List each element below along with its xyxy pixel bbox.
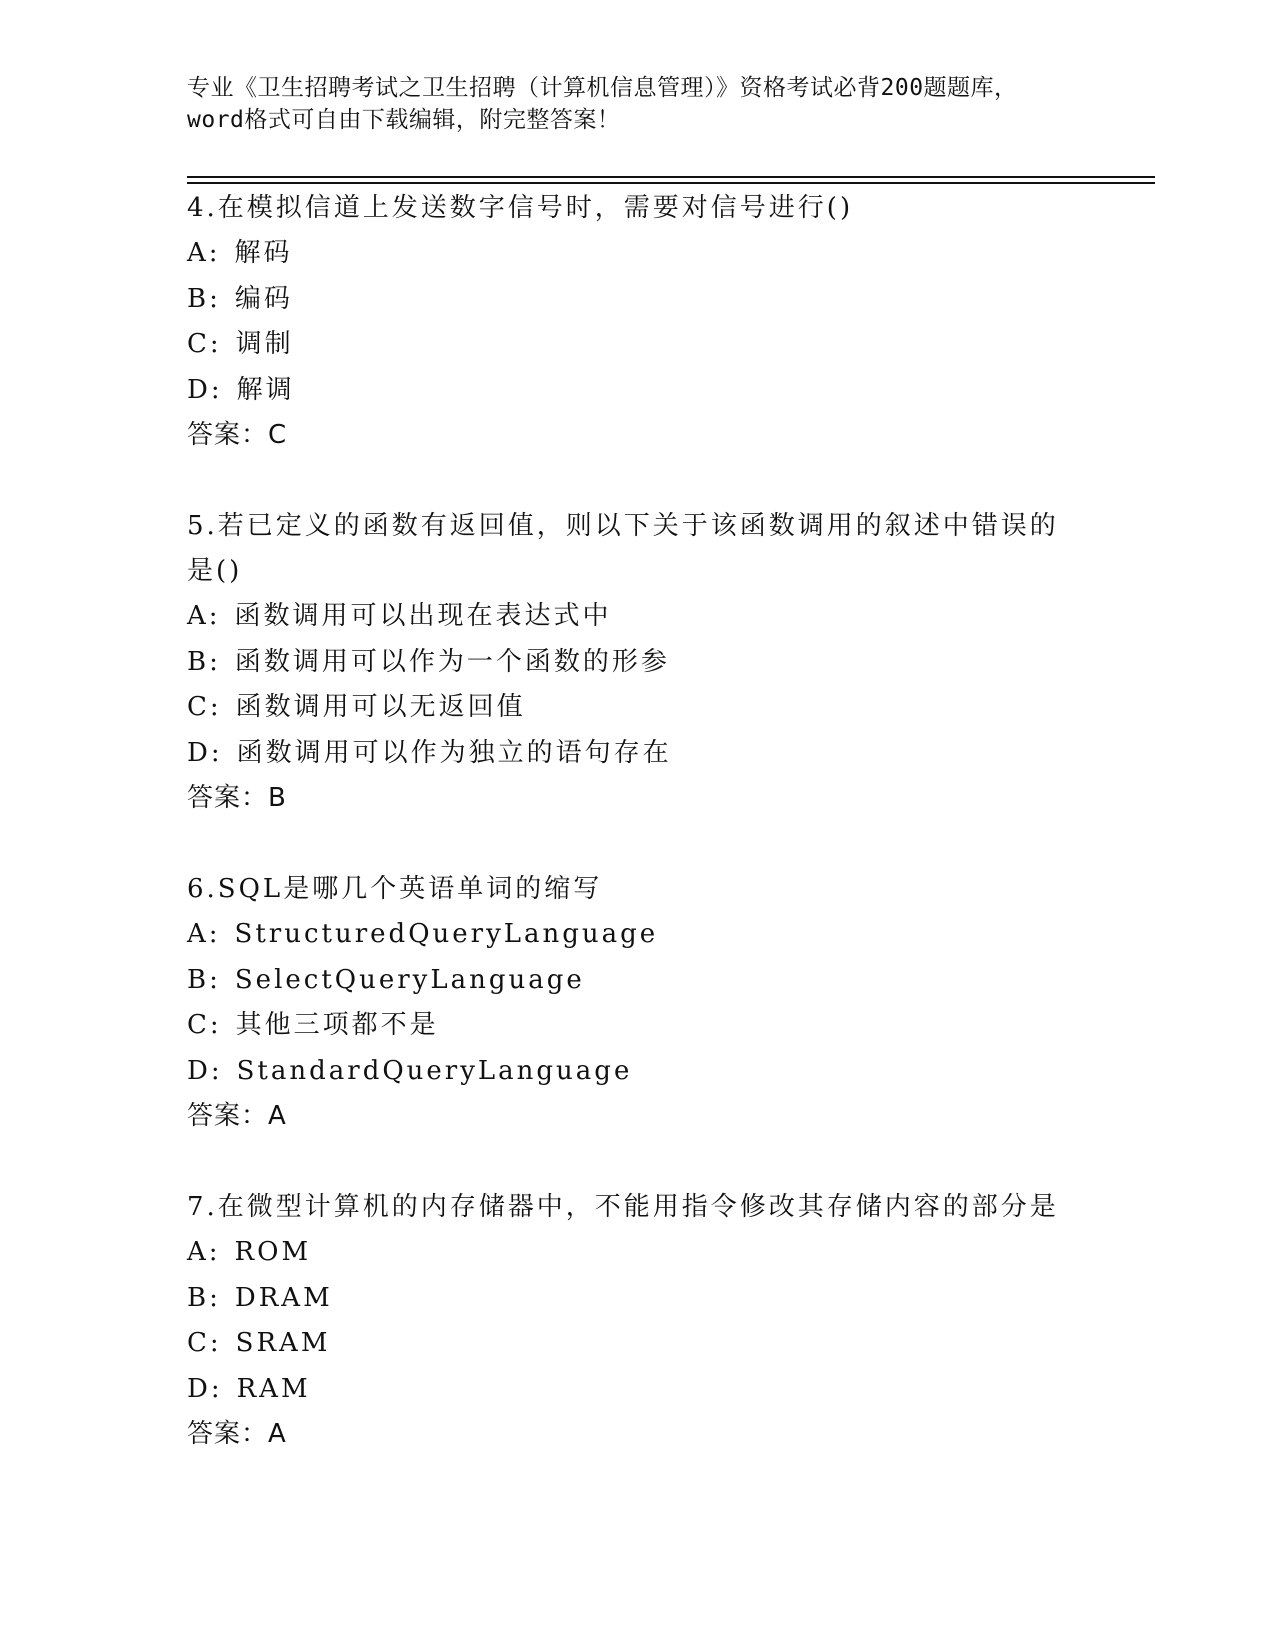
option-key: A: [187, 238, 221, 268]
option-text: 函数调用可以出现在表达式中 [234, 601, 612, 631]
option-text: 函数调用可以作为一个函数的形参 [234, 646, 670, 677]
option-key: C: [187, 1010, 222, 1040]
option-text: ROM [234, 1237, 312, 1267]
option-key: B: [187, 646, 221, 677]
option-text: StructuredQueryLanguage [234, 919, 659, 949]
option-text: SelectQueryLanguage [234, 964, 585, 995]
option-text: 调制 [235, 329, 294, 359]
answer-label: 答案：A [187, 1419, 287, 1449]
question-6 [187, 867, 1087, 1139]
option-a [187, 912, 1087, 958]
option-text: 解调 [236, 374, 295, 405]
option-text: 其他三项都不是 [235, 1010, 439, 1040]
option-text: 函数调用可以无返回值 [235, 692, 526, 722]
option-c [187, 1003, 1087, 1049]
option-key: C: [187, 692, 222, 722]
option-key: A: [187, 601, 221, 631]
option-key: A: [187, 919, 221, 949]
option-d [187, 368, 1087, 414]
option-a [187, 231, 1087, 277]
option-b [187, 277, 1087, 323]
option-key: D: [187, 374, 223, 405]
option-a [187, 594, 1087, 640]
option-c [187, 322, 1087, 368]
header-divider-bottom [187, 182, 1155, 184]
question-title: 5.若已定义的函数有返回值，则以下关于该函数调用的叙述中错误的是() [187, 511, 1059, 586]
question-list [187, 186, 1087, 1503]
option-b [187, 1276, 1087, 1322]
option-key: D: [187, 1373, 223, 1404]
question-4 [187, 186, 1087, 458]
option-text: 编码 [234, 283, 293, 314]
question-title: 4.在模拟信道上发送数字信号时，需要对信号进行() [187, 193, 854, 223]
header-divider-top [187, 176, 1155, 178]
option-key: B: [187, 283, 221, 314]
question-title: 6.SQL是哪几个英语单词的缩写 [187, 874, 603, 904]
answer-label: 答案：A [187, 1101, 287, 1131]
option-key: D: [187, 737, 223, 768]
option-d [187, 1367, 1087, 1413]
option-b [187, 640, 1087, 686]
header-line-1: 专业《卫生招聘考试之卫生招聘（计算机信息管理）》资格考试必背200题题库， [187, 75, 1018, 101]
option-key: C: [187, 1328, 222, 1358]
question-5 [187, 504, 1087, 821]
option-text: 函数调用可以作为独立的语句存在 [236, 737, 672, 768]
header-line-2: word格式可自由下载编辑，附完整答案！ [187, 107, 621, 133]
answer-label: 答案：B [187, 783, 287, 813]
option-c [187, 1321, 1087, 1367]
option-b [187, 958, 1087, 1004]
option-text: 解码 [234, 238, 293, 268]
option-key: C: [187, 329, 222, 359]
option-text: StandardQueryLanguage [236, 1055, 633, 1086]
option-c [187, 685, 1087, 731]
option-a [187, 1230, 1087, 1276]
option-text: SRAM [235, 1328, 331, 1358]
option-key: B: [187, 964, 221, 995]
option-d [187, 731, 1087, 777]
option-key: A: [187, 1237, 221, 1267]
option-key: B: [187, 1282, 221, 1313]
option-d [187, 1049, 1087, 1095]
option-text: DRAM [234, 1282, 333, 1313]
document-header [187, 72, 1087, 136]
option-key: D: [187, 1055, 223, 1086]
question-7 [187, 1185, 1087, 1457]
option-text: RAM [236, 1373, 311, 1404]
answer-label: 答案：C [187, 420, 288, 450]
question-title: 7.在微型计算机的内存储器中，不能用指令修改其存储内容的部分是 [187, 1192, 1059, 1222]
